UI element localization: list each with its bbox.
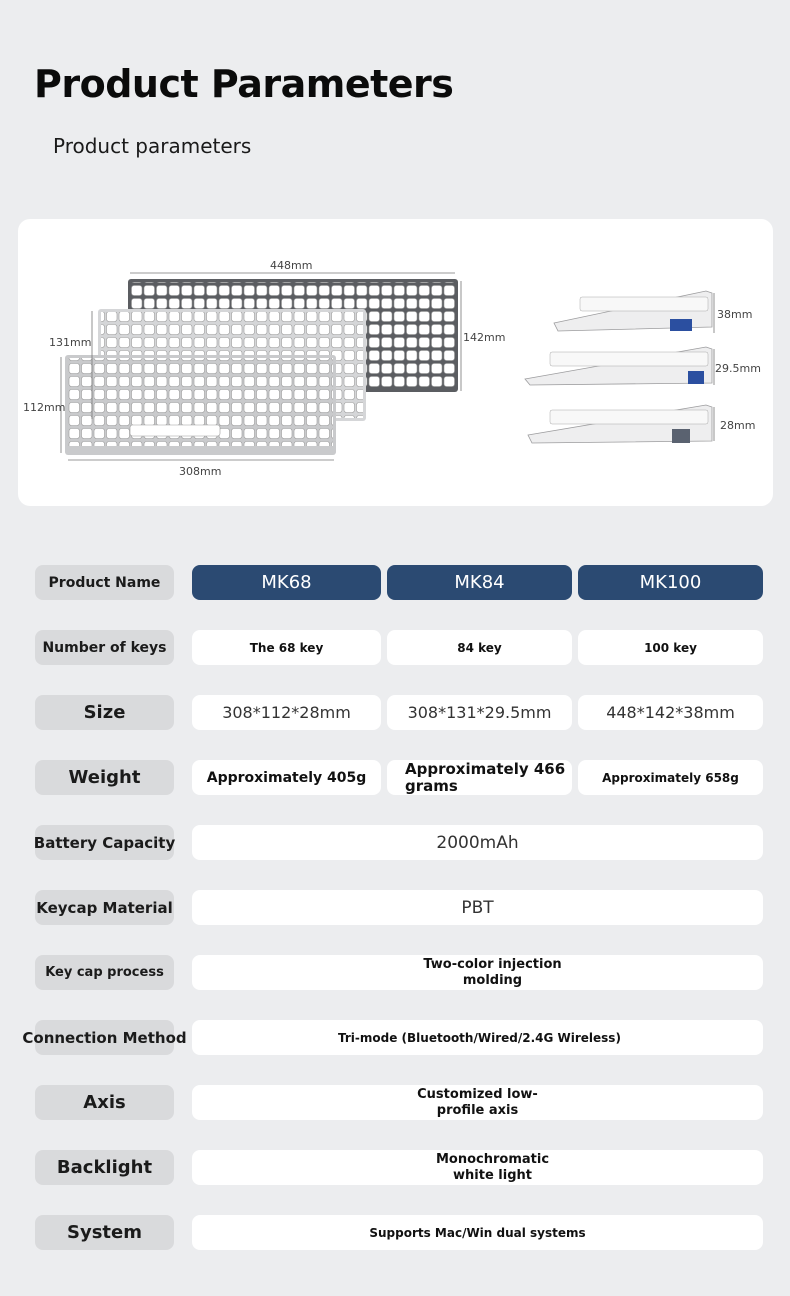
keycap-process-text: Two-color injection molding [423,956,562,988]
mk68-side-profile [528,405,712,443]
axis-value [192,1085,763,1120]
product-name-mk100: MK100 [578,565,763,600]
weight-mk68: Approximately 405g [192,760,381,795]
keys-mk84: 84 key [387,630,572,665]
bottom-width-label: 308mm [179,465,222,478]
weight-mk84: Approximately 466 grams [387,760,572,795]
page-subtitle: Product parameters [53,134,252,158]
axis-label: Axis [35,1085,174,1120]
keycap-process-label: Key cap process [35,955,174,990]
keyboard-dimensions-diagram [18,219,773,506]
system-label: System [35,1215,174,1250]
page-title: Product Parameters [34,62,454,106]
system-value: Supports Mac/Win dual systems [192,1215,763,1250]
mk68-thickness-label: 28mm [720,419,756,432]
weight-mk100: Approximately 658g [578,760,763,795]
backlight-text: Monochromatic white light [435,1151,550,1183]
battery-capacity-label: Battery Capacity [35,825,174,860]
keycap-material-value: PBT [192,890,763,925]
size-mk100: 448*142*38mm [578,695,763,730]
mk68-spacebar [130,425,220,436]
size-label: Size [35,695,174,730]
product-name-mk68: MK68 [192,565,381,600]
keys-mk68: The 68 key [192,630,381,665]
top-width-label: 448mm [270,259,313,272]
connection-method-value: Tri-mode (Bluetooth/Wired/2.4G Wireless) [192,1020,763,1055]
axis-text: Customized low-profile axis [417,1086,538,1118]
weight-label: Weight [35,760,174,795]
connection-method-label: Connection Method [35,1020,174,1055]
backlight-value [192,1150,763,1185]
battery-capacity-value: 2000mAh [192,825,763,860]
size-mk68: 308*112*28mm [192,695,381,730]
keycap-material-label: Keycap Material [35,890,174,925]
mk84-thickness-label: 29.5mm [715,362,761,375]
product-name-label: Product Name [35,565,174,600]
mk84-side-profile [525,347,712,385]
mk100-height-label: 142mm [463,331,506,344]
mk68-height-label: 112mm [23,401,66,414]
keyboard-illustration [18,219,773,506]
product-name-mk84: MK84 [387,565,572,600]
mk100-side-profile [554,291,712,331]
keys-mk100: 100 key [578,630,763,665]
backlight-label: Backlight [35,1150,174,1185]
mk100-thickness-label: 38mm [717,308,753,321]
number-of-keys-label: Number of keys [35,630,174,665]
keycap-process-value [192,955,763,990]
size-mk84: 308*131*29.5mm [387,695,572,730]
mk84-height-label: 131mm [49,336,92,349]
